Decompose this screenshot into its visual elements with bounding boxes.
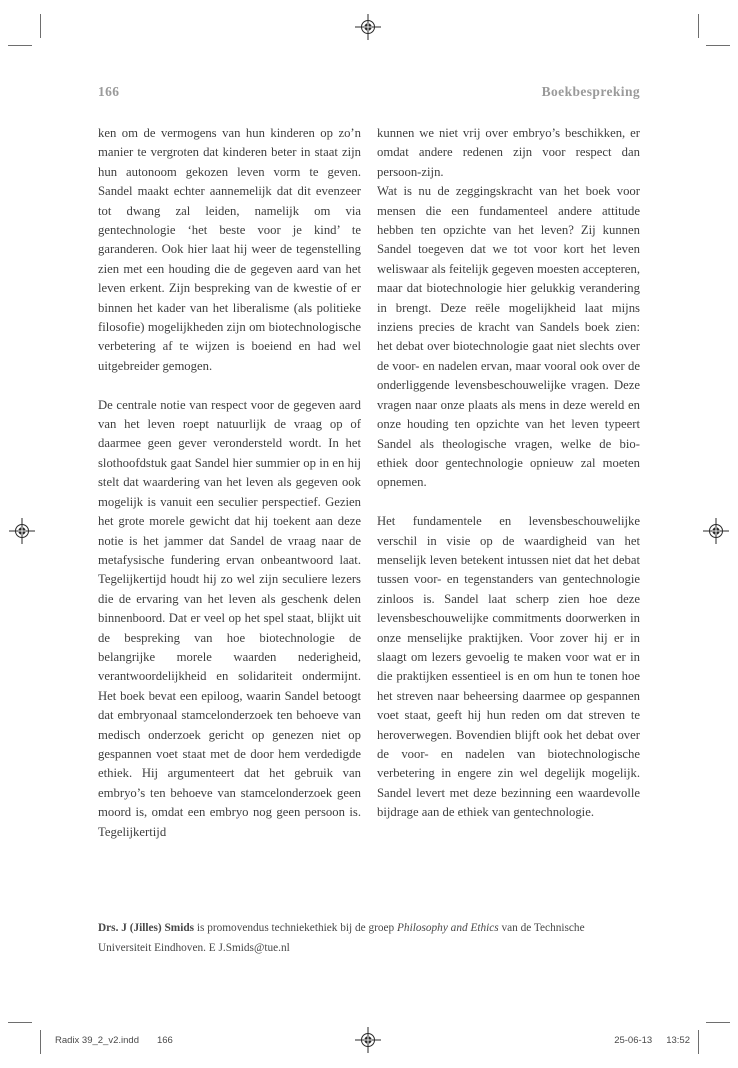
slug-datetime (614, 1035, 690, 1046)
body-paragraph: De centrale notie van respect voor de gegeven aard van het leven roept natuurlijk de vraag op of daarmee geen gever verondersteld wordt. In het slothoofdstuk gaat Sandel hier summier op in en hij stelt dat waardering van het leven als gegeven ook mogelijk is vanuit een seculier perspectief. Gezien het grote morele gewicht dat hij toekent aan deze notie is het jammer dat Sandel de vraag naar de metafysische fundering ervan onbeantwoord laat. Tegelijkertijd houdt hij zo wel zijn seculiere lezers die de ervaring van het leven als geschenk delen binnenboord. Dat er veel op het spel staat, blijkt uit de bespreking van hoe biotechnologie de belangrijke morele waarden nederigheid, verantwoordelijkheid en solidariteit ondermijnt. Het boek bevat een epiloog, waarin Sandel betoogt dat embryonaal stamcelonderzoek ten behoeve van medisch onderzoek gericht op genezen niet op gespannen voet staat met de door hem verdedigde ethiek. Hij argumenteert dat het gebruik van embryo’s ten behoeve van stamcelonderzoek geen moord is, omdat een embryo nog geen persoon is. Tegelijkertijd (98, 397, 361, 839)
slug-file-page: 166 (156, 1035, 173, 1046)
slug-time: 13:52 (666, 1035, 690, 1046)
section-title: Boekbespreking (541, 84, 640, 99)
body-paragraph: Wat is nu de zeggingskracht van het boek voor mensen die een fundamenteel andere attitude hebben ten opzichte van het leven? Zij kunnen Sandel toegeven dat we tot voor kort het leven weliswaar als feitelijk gegeven moesten accepteren, maar dat biotechnologie hier gelukkig verandering in brengt. Deze reële mogelijkheid laat mijns inziens precies de kracht van Sandels boek zien: het debat over biotechnologie gaat niet slechts over de voor- en nadelen ervan, maar vooral ook over de onderliggende levensbeschouwelijke vragen. Deze vragen naar onze plaats als mens in deze wereld en onze houding ten opzichte van het leven typeert Sandel als theologische vragen, welke de bio-ethiek door gentechnologie opnieuw zal moeten opnemen. (377, 184, 640, 490)
running-head (98, 84, 640, 100)
bio-text: is promovendus techniekethiek bij de groep (194, 922, 398, 934)
registration-mark-icon (703, 518, 729, 544)
author-bio (98, 918, 640, 958)
page-number: 166 (98, 84, 120, 99)
body-paragraph: kunnen we niet vrij over embryo’s beschikken, er omdat andere redenen zijn voor respect dan persoon-zijn. (377, 126, 640, 179)
author-name: Drs. J (Jilles) Smids (98, 922, 195, 934)
crop-mark-bottom-left-horizontal (8, 1022, 32, 1023)
slug-date: 25-06-13 (614, 1035, 653, 1046)
body-text (98, 124, 640, 842)
crop-mark-top-right-vertical (698, 14, 699, 38)
slug-file-name: Radix 39_2_v2.indd (55, 1035, 139, 1046)
body-paragraph: ken om de vermogens van hun kinderen op zo’n manier te vergroten dat kinderen beter in staat zijn hun autonoom gekozen leven vorm te geven. Sandel maakt echter aannemelijk dat dit evenzeer tot dwang zal leiden, namelijk om via gentechnologie ‘het beste voor je kind’ te garanderen. Ook hier laat hij weer de tegenstelling zien met een houding die de gegeven aard van het leven erkent. Zijn bespreking van de kwestie of er binnen het kader van het liberalisme (als politieke filosofie) mogelijkheden zijn om biotechnologische verbetering af te wijzen is boeiend en had wel uitgebreider gemogen. (98, 126, 361, 373)
body-paragraph: Het fundamentele en levensbeschouwelijke verschil in visie op de waardigheid van het menselijk leven betekent intussen niet dat het debat tussen voor- en tegenstanders van gentechnologie zinloos is. Sandel laat scherp zien hoe deze levensbeschouwelijke commitments doorwerken in onze menselijke praktijken. Voor zover hij er in slaagt om lezers gevoelig te maken voor wat er in die praktijken essentieel is en om hun te tonen hoe het streven naar beheersing daarmee op gespannen voet staat, geeft hij hun reden om dat streven te heroverwegen. Bovendien blijft ook het debat over de voor- en nadelen van biotechnologische verbetering in engere zin wel degelijk mogelijk. Sandel levert met deze bezinning een waardevolle bijdrage aan de ethiek van gentechnologie. (377, 514, 640, 820)
registration-mark-icon (355, 14, 381, 40)
bio-group-name: Philosophy and Ethics (397, 922, 499, 934)
crop-mark-top-left-vertical (40, 14, 41, 38)
bio-text: van de Technische Universiteit Eindhoven. E J.Smids@tue.nl (98, 922, 585, 954)
right-column (377, 124, 640, 842)
print-slug-line (0, 1032, 738, 1052)
slug-file-info (55, 1035, 173, 1046)
crop-mark-top-left-horizontal (8, 45, 32, 46)
registration-mark-icon (9, 518, 35, 544)
left-column (98, 124, 361, 842)
crop-mark-top-right-horizontal (706, 45, 730, 46)
crop-mark-bottom-right-horizontal (706, 1022, 730, 1023)
